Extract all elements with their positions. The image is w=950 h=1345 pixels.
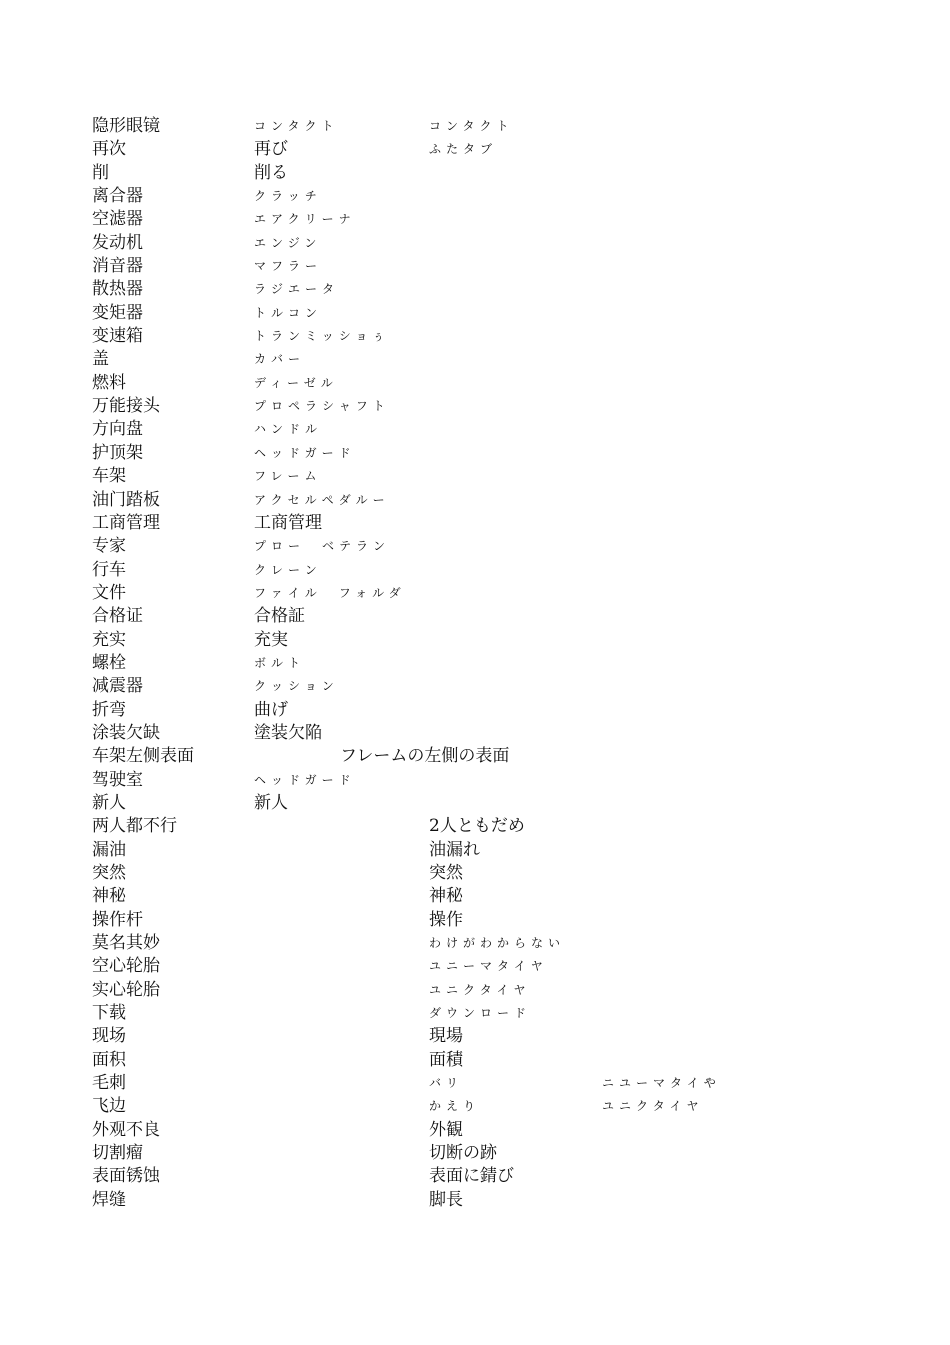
japanese-term: 突然 — [429, 863, 463, 883]
chinese-term: 空心轮胎 — [92, 956, 160, 977]
japanese-term: 表面に錆び — [429, 1166, 514, 1187]
japanese-term: 曲げ — [254, 699, 288, 720]
vocab-row — [92, 1002, 852, 1025]
chinese-term: 表面锈蚀 — [92, 1166, 160, 1187]
chinese-term: 两人都不行 — [92, 816, 177, 837]
chinese-term: 专家 — [92, 536, 126, 557]
extra-term: ニユーマタイや — [602, 1076, 721, 1091]
chinese-term: 神秘 — [92, 886, 126, 907]
vocab-row — [92, 652, 852, 675]
vocab-row — [92, 372, 852, 395]
chinese-term: 车架左侧表面 — [92, 746, 194, 767]
vocab-row — [92, 1049, 852, 1072]
vocab-row — [92, 115, 852, 138]
chinese-term: 油门踏板 — [92, 489, 160, 510]
japanese-term: トランミッショぅ — [254, 329, 390, 344]
vocabulary-sheet — [92, 115, 852, 1212]
chinese-term: 车架 — [92, 466, 126, 487]
chinese-term: 外观不良 — [92, 1119, 160, 1140]
chinese-term: 空滤器 — [92, 209, 143, 230]
chinese-term: 再次 — [92, 139, 126, 160]
vocab-row — [92, 255, 852, 278]
japanese-term: ユニクタイヤ — [429, 982, 531, 997]
japanese-term: わけがわからない — [429, 936, 566, 951]
japanese-term: トルコン — [254, 305, 323, 320]
japanese-term: ラジエータ — [254, 282, 340, 297]
japanese-term: カバー — [254, 352, 306, 367]
chinese-term: 方向盘 — [92, 419, 143, 440]
chinese-term: 燃料 — [92, 372, 126, 393]
japanese-term: 再び — [254, 139, 288, 160]
chinese-term: 现场 — [92, 1026, 126, 1047]
chinese-term: 下载 — [92, 1003, 126, 1024]
chinese-term: 操作杆 — [92, 909, 143, 930]
chinese-term: 行车 — [92, 559, 126, 580]
chinese-term: 削 — [92, 162, 109, 183]
japanese-term: 操作 — [429, 909, 463, 930]
vocab-row — [92, 348, 852, 371]
chinese-term: 隐形眼镜 — [92, 116, 160, 136]
chinese-term: 毛刺 — [92, 1073, 126, 1094]
vocab-row — [92, 979, 852, 1002]
extra-term: ふたタブ — [429, 142, 498, 157]
japanese-term: 外観 — [429, 1119, 463, 1140]
vocab-row — [92, 1165, 852, 1188]
vocab-row — [92, 535, 852, 558]
chinese-term: 充实 — [92, 629, 126, 650]
japanese-term: 神秘 — [429, 886, 463, 907]
japanese-term: 現場 — [429, 1026, 463, 1047]
vocab-row — [92, 582, 852, 605]
chinese-term: 变矩器 — [92, 302, 143, 323]
japanese-term: 合格証 — [254, 606, 305, 627]
vocab-row — [92, 512, 852, 535]
chinese-term: 离合器 — [92, 186, 143, 207]
chinese-term: 突然 — [92, 863, 126, 883]
extra-term: ユニクタイヤ — [602, 1099, 704, 1114]
japanese-term: アクセルペダルー — [254, 492, 390, 507]
vocab-row — [92, 909, 852, 932]
japanese-term: 油漏れ — [429, 839, 480, 860]
vocab-row — [92, 1025, 852, 1048]
japanese-term: 充実 — [254, 629, 288, 650]
japanese-term: ユニーマタイヤ — [429, 959, 548, 974]
chinese-term: 工商管理 — [92, 512, 160, 533]
japanese-term: クラッチ — [254, 189, 322, 204]
japanese-term: 工商管理 — [254, 512, 322, 533]
vocab-row — [92, 302, 852, 325]
vocab-row — [92, 815, 852, 838]
japanese-term: ファイル フォルダ — [254, 585, 406, 600]
extra-term: コンタクト — [429, 119, 514, 133]
vocab-row — [92, 1072, 852, 1095]
chinese-term: 减震器 — [92, 676, 143, 697]
vocab-row — [92, 208, 852, 231]
vocab-row — [92, 605, 852, 628]
japanese-term: クッション — [254, 679, 339, 694]
chinese-term: 飞边 — [92, 1096, 126, 1117]
japanese-term: 削る — [254, 162, 288, 183]
chinese-term: 莫名其妙 — [92, 933, 160, 954]
vocab-row — [92, 1119, 852, 1142]
chinese-term: 焊缝 — [92, 1189, 126, 1210]
japanese-term: クレーン — [254, 562, 322, 577]
vocab-row — [92, 675, 852, 698]
chinese-term: 散热器 — [92, 279, 143, 300]
japanese-term: 2人ともだめ — [429, 816, 525, 837]
vocab-row — [92, 418, 852, 441]
japanese-term: ダウンロード — [429, 1006, 532, 1021]
vocab-row — [92, 1189, 852, 1212]
japanese-term: フレームの左側の表面 — [340, 746, 510, 767]
japanese-term: プロー ベテラン — [254, 539, 391, 554]
vocab-row — [92, 185, 852, 208]
vocab-row — [92, 862, 852, 885]
japanese-term: バリ — [429, 1076, 464, 1091]
vocab-row — [92, 278, 852, 301]
japanese-term: マフラー — [254, 259, 323, 274]
vocab-row — [92, 699, 852, 722]
vocab-row — [92, 162, 852, 185]
chinese-term: 涂装欠缺 — [92, 722, 160, 743]
chinese-term: 合格证 — [92, 606, 143, 627]
chinese-term: 发动机 — [92, 232, 143, 253]
vocab-row — [92, 955, 852, 978]
chinese-term: 螺栓 — [92, 652, 126, 673]
japanese-term: フレーム — [254, 469, 322, 484]
chinese-term: 消音器 — [92, 256, 143, 277]
chinese-term: 实心轮胎 — [92, 979, 160, 1000]
vocab-row — [92, 1142, 852, 1165]
vocab-row — [92, 325, 852, 348]
japanese-term: エアクリーナ — [254, 212, 356, 227]
vocab-row — [92, 885, 852, 908]
japanese-term: コンタクト — [254, 119, 339, 133]
japanese-term: かえり — [429, 1099, 481, 1114]
vocab-row — [92, 442, 852, 465]
vocab-row — [92, 932, 852, 955]
chinese-term: 变速箱 — [92, 326, 143, 347]
vocab-row — [92, 138, 852, 161]
vocab-row — [92, 839, 852, 862]
vocab-row — [92, 745, 852, 768]
vocab-row — [92, 629, 852, 652]
japanese-term: ヘッドガード — [254, 772, 356, 787]
chinese-term: 护顶架 — [92, 442, 143, 463]
japanese-term: 新人 — [254, 792, 288, 813]
vocab-row — [92, 489, 852, 512]
japanese-term: 脚長 — [429, 1189, 463, 1210]
japanese-term: 面積 — [429, 1049, 463, 1070]
japanese-term: ディーゼル — [254, 375, 338, 390]
vocab-row — [92, 1095, 852, 1118]
japanese-term: 切断の跡 — [429, 1143, 497, 1164]
japanese-term: ボルト — [254, 655, 306, 670]
chinese-term: 漏油 — [92, 839, 126, 860]
japanese-term: エンジン — [254, 235, 322, 250]
chinese-term: 盖 — [92, 349, 109, 370]
chinese-term: 文件 — [92, 582, 126, 603]
vocab-row — [92, 559, 852, 582]
japanese-term: ヘッドガード — [254, 445, 356, 460]
vocab-row — [92, 769, 852, 792]
chinese-term: 驾驶室 — [92, 769, 143, 790]
vocab-row — [92, 395, 852, 418]
vocab-row — [92, 792, 852, 815]
chinese-term: 面积 — [92, 1049, 126, 1070]
chinese-term: 新人 — [92, 792, 126, 813]
vocab-row — [92, 232, 852, 255]
japanese-term: ハンドル — [254, 422, 323, 437]
japanese-term: プロペラシャフト — [254, 399, 390, 414]
chinese-term: 万能接头 — [92, 396, 160, 417]
chinese-term: 切割瘤 — [92, 1143, 143, 1164]
chinese-term: 折弯 — [92, 699, 126, 720]
japanese-term: 塗装欠陥 — [254, 722, 322, 743]
vocab-row — [92, 722, 852, 745]
vocab-row — [92, 465, 852, 488]
